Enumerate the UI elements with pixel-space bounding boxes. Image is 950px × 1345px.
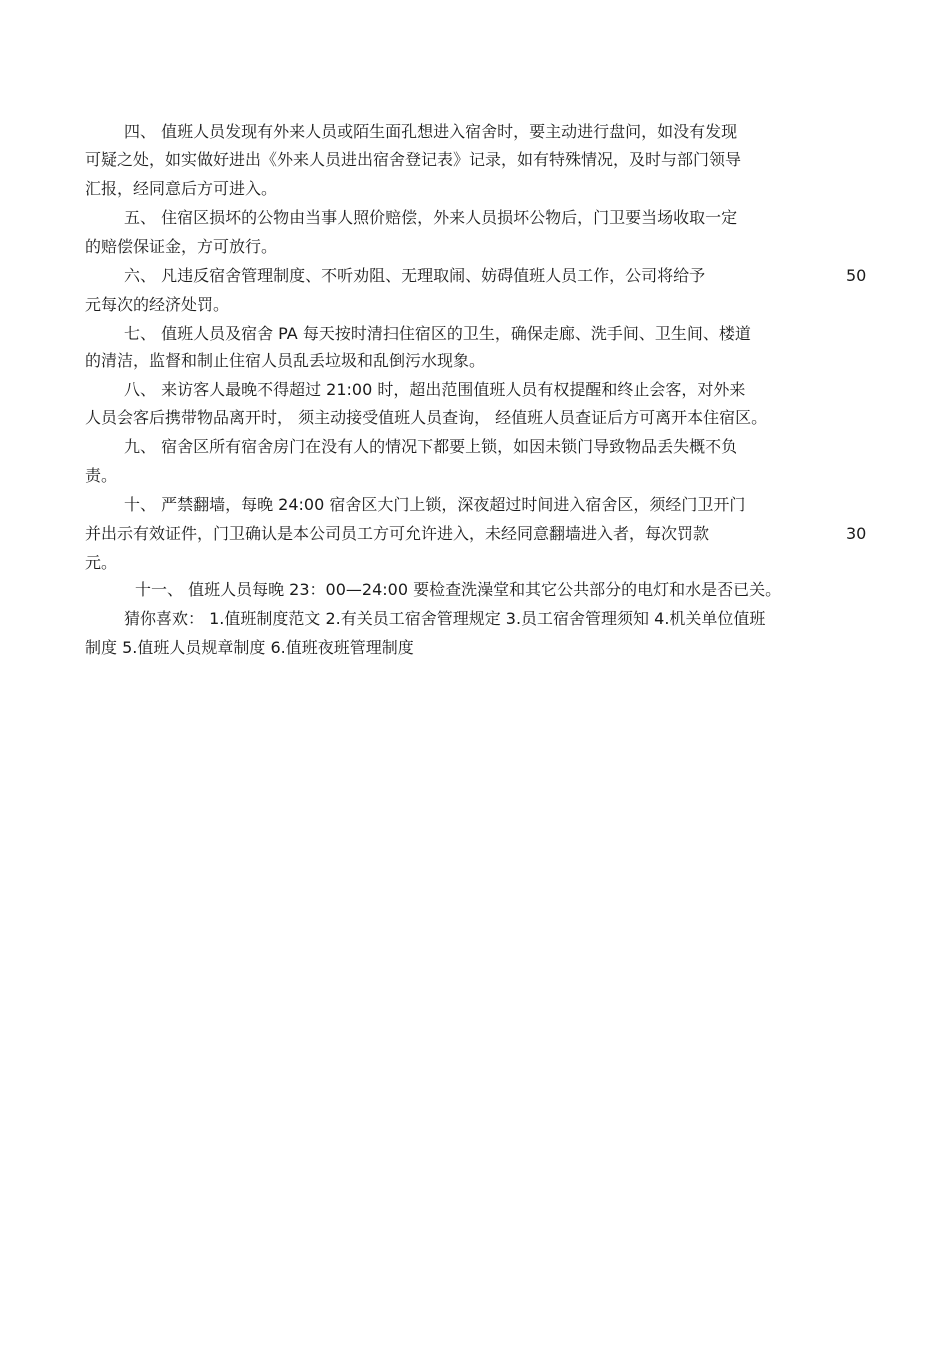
rule-6-line-2: 元每次的经济处罚。: [85, 295, 230, 314]
rule-4-line-3: 汇报，经同意后方可进入。: [85, 179, 278, 198]
rule-10-fine-amount: 30: [846, 524, 867, 543]
rule-7-line-1: 七、 值班人员及宿舍 PA 每天按时清扫住宿区的卫生，确保走廊、洗手间、卫生间、楼道: [124, 324, 751, 343]
rule-8-line-1: 八、 来访客人最晚不得超过 21:00 时，超出范围值班人员有权提醒和终止会客，对外来: [124, 380, 746, 399]
rule-8-line-2: 人员会客后携带物品离开时， 须主动接受值班人员查询， 经值班人员查证后方可离开本住宿区。: [85, 408, 768, 427]
rule-5-line-2: 的赔偿保证金，方可放行。: [85, 237, 278, 256]
rule-5-line-1: 五、 住宿区损坏的公物由当事人照价赔偿，外来人员损坏公物后，门卫要当场收取一定: [124, 208, 738, 227]
rule-9-line-1: 九、 宿舍区所有宿舍房门在没有人的情况下都要上锁，如因未锁门导致物品丢失概不负: [124, 437, 738, 456]
rule-6-line-1: 六、 凡违反宿舍管理制度、不听劝阻、无理取闹、妨碍值班人员工作，公司将给予: [124, 266, 706, 285]
rule-11-line-1: 十一、 值班人员每晚 23：00—24:00 要检查洗澡堂和其它公共部分的电灯和水是否已关。: [135, 580, 782, 599]
rule-6-fine-amount: 50: [846, 266, 867, 285]
rule-4-line-2: 可疑之处，如实做好进出《外来人员进出宿舍登记表》记录，如有特殊情况，及时与部门领导: [85, 150, 742, 169]
related-links-line-1: 猜你喜欢： 1.值班制度范文 2.有关员工宿舍管理规定 3.员工宿舍管理须知 4.机关单位值班: [124, 609, 766, 628]
rule-10-line-1: 十、 严禁翻墙，每晚 24:00 宿舍区大门上锁，深夜超过时间进入宿舍区，须经门卫开门: [124, 495, 746, 514]
related-links-line-2: 制度 5.值班人员规章制度 6.值班夜班管理制度: [85, 638, 414, 657]
rule-10-line-3: 元。: [85, 553, 118, 572]
rule-7-line-2: 的清洁，监督和制止住宿人员乱丢垃圾和乱倒污水现象。: [85, 351, 486, 370]
rule-9-line-2: 责。: [85, 466, 118, 485]
rule-10-line-2: 并出示有效证件，门卫确认是本公司员工方可允许进入，未经同意翻墙进入者，每次罚款: [85, 524, 710, 543]
rule-4-line-1: 四、 值班人员发现有外来人员或陌生面孔想进入宿舍时，要主动进行盘问，如没有发现: [124, 122, 738, 141]
